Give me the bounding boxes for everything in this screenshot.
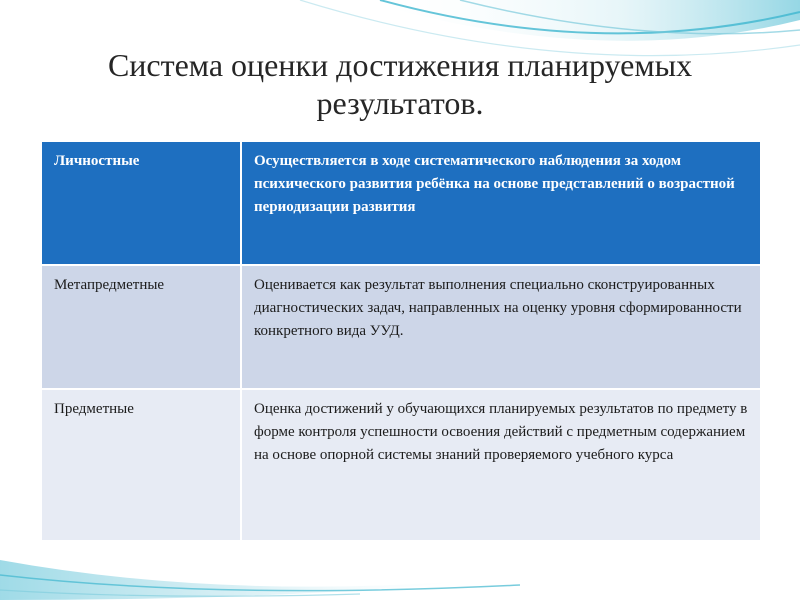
results-table xyxy=(40,140,762,542)
row-description-cell: Оценивается как результат выполнения специально сконструированных диагностических задач, направленных на оценку уровня сформированности конкретного вида УУД. xyxy=(241,265,761,389)
table-row-metasubject xyxy=(41,265,761,389)
top-wave-fill xyxy=(360,0,800,41)
row-type-cell: Личностные xyxy=(41,141,241,265)
row-type-cell: Предметные xyxy=(41,389,241,541)
row-type-cell: Метапредметные xyxy=(41,265,241,389)
row-description-cell: Осуществляется в ходе систематического наблюдения за ходом психического развития ребёнка на основе представлений о возрастной периодизации развития xyxy=(241,141,761,265)
row-description-cell: Оценка достижений у обучающихся планируемых результатов по предмету в форме контроля успешности освоения действий с предметным содержанием на основе опорной системы знаний проверяемого учебного курса xyxy=(241,389,761,541)
slide-title: Система оценки достижения планируемых результатов. xyxy=(107,47,693,121)
table-row-subject xyxy=(41,389,761,541)
table-row-personal xyxy=(41,141,761,265)
